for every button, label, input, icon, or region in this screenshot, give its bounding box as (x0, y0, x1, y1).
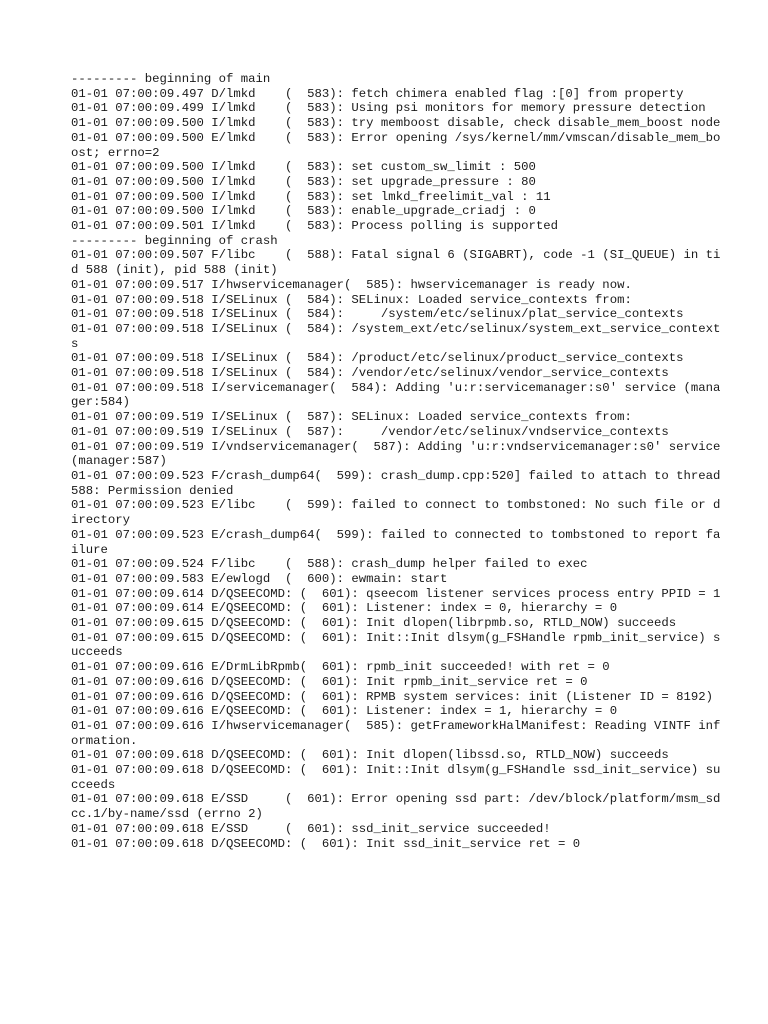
log-line: 01-01 07:00:09.615 D/QSEECOMD: ( 601): Init dlopen(librpmb.so, RTLD_NOW) succeeds (71, 616, 677, 631)
log-line: 01-01 07:00:09.500 I/lmkd ( 583): enable_upgrade_criadj : 0 (71, 204, 536, 219)
log-line: 01-01 07:00:09.518 I/servicemanager( 584): Adding 'u:r:servicemanager:s0' service (manager:584) (71, 380, 721, 410)
log-line: 01-01 07:00:09.497 D/lmkd ( 583): fetch chimera enabled flag :[0] from property (71, 86, 684, 101)
log-line: 01-01 07:00:09.518 I/SELinux ( 584): /vendor/etc/selinux/vendor_service_contexts (71, 366, 669, 381)
log-line: --------- beginning of crash (71, 233, 278, 248)
log-line: 01-01 07:00:09.523 F/crash_dump64( 599): crash_dump.cpp:520] failed to attach to thread 588: Permission denied (71, 468, 728, 498)
log-line: 01-01 07:00:09.523 E/crash_dump64( 599): failed to connected to tombstoned to report failure (71, 527, 721, 557)
log-line: --------- beginning of main (71, 72, 271, 86)
log-line: 01-01 07:00:09.618 E/SSD ( 601): Error opening ssd part: /dev/block/platform/msm_sdcc.1/by-name/ssd (errno 2) (71, 792, 721, 822)
log-line: 01-01 07:00:09.519 I/SELinux ( 587): /vendor/etc/selinux/vndservice_contexts (71, 424, 669, 439)
log-line: 01-01 07:00:09.499 I/lmkd ( 583): Using psi monitors for memory pressure detection (71, 101, 706, 116)
log-line: 01-01 07:00:09.616 I/hwservicemanager( 585): getFrameworkHalManifest: Reading VINTF information. (71, 718, 721, 748)
log-line: 01-01 07:00:09.614 D/QSEECOMD: ( 601): qseecom listener services process entry PPID = 1 (71, 586, 721, 601)
log-line: 01-01 07:00:09.524 F/libc ( 588): crash_dump helper failed to exec (71, 557, 588, 572)
log-line: 01-01 07:00:09.500 I/lmkd ( 583): set upgrade_pressure : 80 (71, 174, 536, 189)
log-line: 01-01 07:00:09.614 E/QSEECOMD: ( 601): Listener: index = 0, hierarchy = 0 (71, 601, 618, 616)
log-line: 01-01 07:00:09.518 I/SELinux ( 584): /system/etc/selinux/plat_service_contexts (71, 307, 684, 322)
log-line: 01-01 07:00:09.583 E/ewlogd ( 600): ewmain: start (71, 571, 448, 586)
log-line: 01-01 07:00:09.518 I/SELinux ( 584): /product/etc/selinux/product_service_contexts (71, 351, 684, 366)
log-line: 01-01 07:00:09.500 I/lmkd ( 583): set custom_sw_limit : 500 (71, 160, 536, 175)
log-line: 01-01 07:00:09.616 D/QSEECOMD: ( 601): RPMB system services: init (Listener ID = 8192) (71, 689, 714, 704)
log-line: 01-01 07:00:09.517 I/hwservicemanager( 585): hwservicemanager is ready now. (71, 277, 632, 292)
log-line: 01-01 07:00:09.618 D/QSEECOMD: ( 601): Init::Init dlsym(g_FSHandle ssd_init_service) succeeds (71, 763, 721, 792)
log-line: 01-01 07:00:09.615 D/QSEECOMD: ( 601): Init::Init dlsym(g_FSHandle rpmb_init_service) succeeds (71, 630, 721, 660)
log-line: 01-01 07:00:09.519 I/SELinux ( 587): SELinux: Loaded service_contexts from: (71, 410, 632, 425)
log-line: 01-01 07:00:09.500 E/lmkd ( 583): Error opening /sys/kernel/mm/vmscan/disable_mem_boost; errno=2 (71, 130, 721, 160)
log-line: 01-01 07:00:09.618 E/SSD ( 601): ssd_init_service succeeded! (71, 821, 551, 836)
log-line: 01-01 07:00:09.501 I/lmkd ( 583): Process polling is supported (71, 219, 559, 234)
log-line: 01-01 07:00:09.518 I/SELinux ( 584): SELinux: Loaded service_contexts from: (71, 292, 632, 307)
log-line: 01-01 07:00:09.618 D/QSEECOMD: ( 601): Init ssd_init_service ret = 0 (71, 836, 581, 851)
log-line: 01-01 07:00:09.518 I/SELinux ( 584): /system_ext/etc/selinux/system_ext_service_contexts (71, 321, 721, 351)
log-line: 01-01 07:00:09.519 I/vndservicemanager( 587): Adding 'u:r:vndservicemanager:s0' service (manager:587) (71, 439, 728, 469)
log-line: 01-01 07:00:09.616 D/QSEECOMD: ( 601): Init rpmb_init_service ret = 0 (71, 674, 588, 689)
logcat-output (71, 72, 728, 851)
log-line: 01-01 07:00:09.523 E/libc ( 599): failed to connect to tombstoned: No such file or directory (71, 498, 721, 528)
log-line: 01-01 07:00:09.507 F/libc ( 588): Fatal signal 6 (SIGABRT), code -1 (SI_QUEUE) in tid 588 (init), pid 588 (init) (71, 248, 721, 278)
log-line: 01-01 07:00:09.500 I/lmkd ( 583): set lmkd_freelimit_val : 11 (71, 189, 551, 204)
log-line: 01-01 07:00:09.618 D/QSEECOMD: ( 601): Init dlopen(libssd.so, RTLD_NOW) succeeds (71, 748, 669, 763)
log-line: 01-01 07:00:09.616 E/DrmLibRpmb( 601): rpmb_init succeeded! with ret = 0 (71, 660, 610, 675)
log-line: 01-01 07:00:09.616 E/QSEECOMD: ( 601): Listener: index = 1, hierarchy = 0 (71, 704, 618, 719)
log-line: 01-01 07:00:09.500 I/lmkd ( 583): try memboost disable, check disable_mem_boost node (71, 116, 721, 131)
